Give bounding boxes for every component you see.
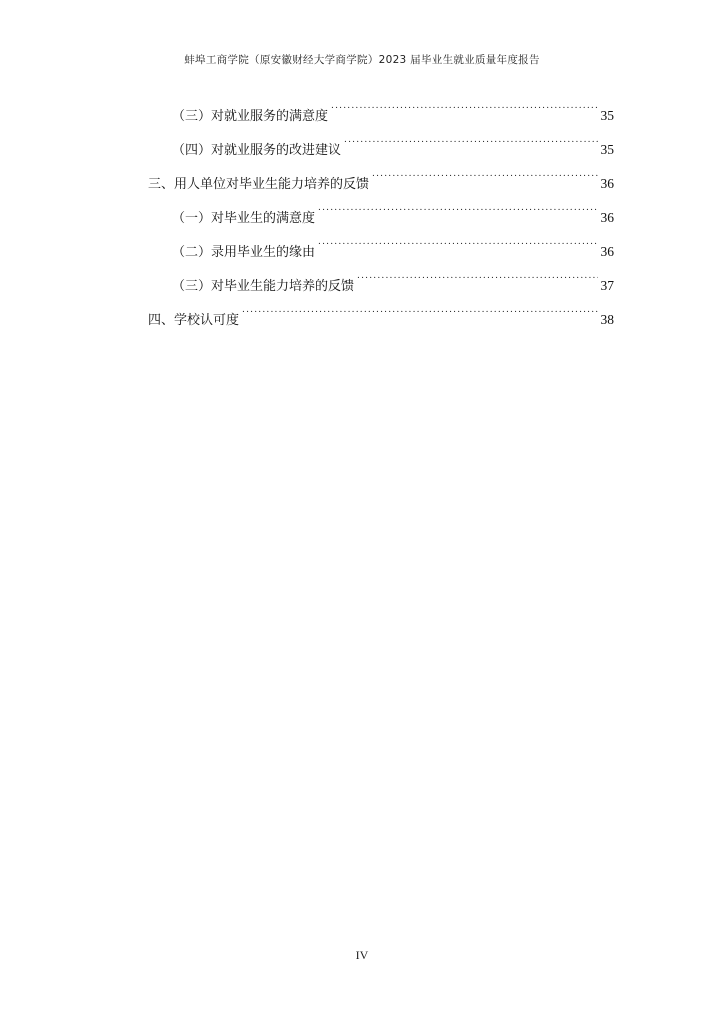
toc-dot-leader: [318, 236, 597, 256]
toc-dot-leader: [372, 168, 597, 188]
toc-entry-label: 三、用人单位对毕业生能力培养的反馈: [148, 177, 370, 192]
toc-dot-leader: [318, 202, 597, 222]
toc-entry[interactable]: [172, 202, 614, 226]
toc-entry-page: 35: [600, 142, 614, 157]
toc-entry[interactable]: [172, 270, 614, 294]
toc-entry[interactable]: [172, 236, 614, 260]
toc-entry-label: （四）对就业服务的改进建议: [172, 143, 342, 158]
toc-entry-label: 四、学校认可度: [148, 313, 240, 328]
toc-entry-page: 36: [600, 210, 614, 225]
toc-entry-label: （三）对毕业生能力培养的反馈: [172, 279, 355, 294]
toc-entry[interactable]: [148, 304, 614, 328]
toc-entry-label: （一）对毕业生的满意度: [172, 211, 316, 226]
toc-entry-label: （二）录用毕业生的缘由: [172, 245, 316, 260]
running-header: 蚌埠工商学院（原安徽财经大学商学院）2023 届毕业生就业质量年度报告: [184, 54, 540, 66]
toc-entry-page: 36: [600, 176, 614, 191]
toc-entry-label: （三）对就业服务的满意度: [172, 109, 329, 124]
page-number: IV: [355, 948, 369, 962]
toc-entry-page: 36: [600, 244, 614, 259]
toc-entry[interactable]: [148, 168, 614, 192]
toc-entry-page: 35: [600, 108, 614, 123]
toc-entry-page: 37: [600, 278, 614, 293]
toc-entry[interactable]: [172, 134, 614, 158]
toc-dot-leader: [357, 270, 597, 290]
toc-entry-page: 38: [600, 312, 614, 327]
toc-dot-leader: [344, 134, 597, 154]
toc-dot-leader: [331, 100, 597, 120]
toc-dot-leader: [242, 304, 597, 324]
toc-entry[interactable]: [172, 100, 614, 124]
